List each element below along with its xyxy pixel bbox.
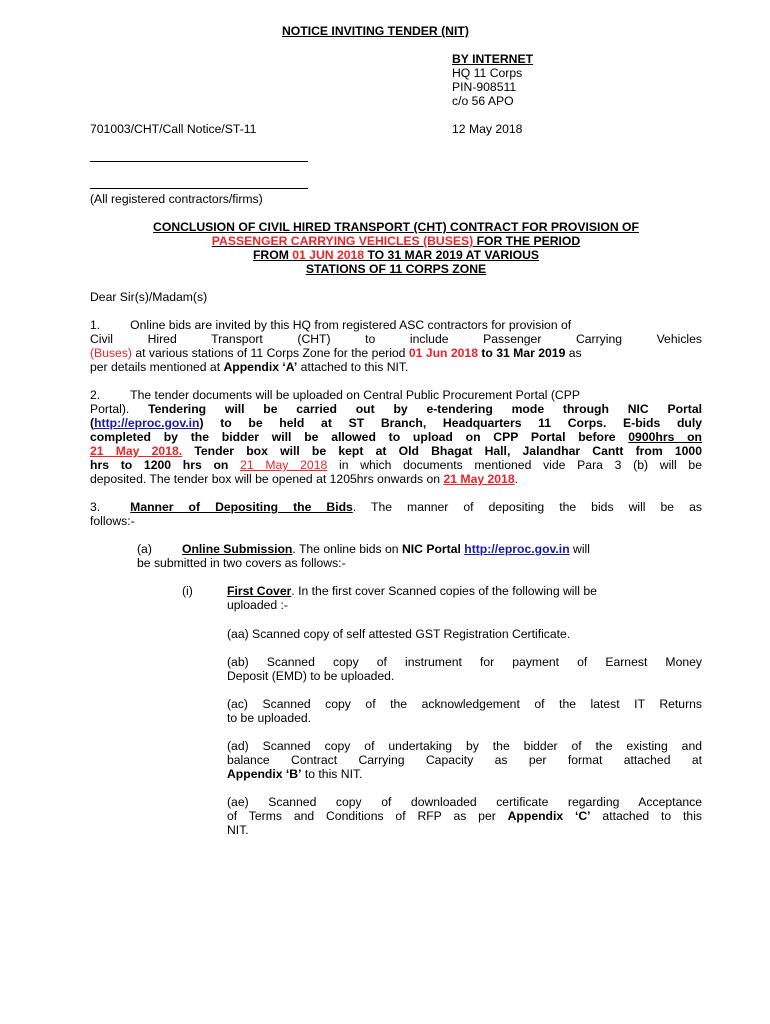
para2-l3-a: ( <box>90 416 95 430</box>
sub-item-ab-l2: Deposit (EMD) to be uploaded. <box>227 669 395 683</box>
subject-red-1: PASSENGER CARRYING VEHICLES (BUSES) <box>211 234 474 248</box>
para1-line-4 <box>90 360 702 374</box>
para3-heading: Manner of Depositing the Bids <box>130 500 353 514</box>
subject-line-2-rest: FOR THE PERIOD <box>473 234 581 248</box>
sub-item-ad <box>227 739 702 781</box>
sub-item-ad-l3 <box>227 767 702 781</box>
sub-item-ac <box>227 697 702 725</box>
eproc-link-2[interactable]: http://eproc.gov.in <box>464 542 570 556</box>
item-i <box>227 584 702 612</box>
addressee: (All registered contractors/firms) <box>90 192 263 206</box>
sub-item-ae <box>227 795 702 837</box>
para2-line-1 <box>90 388 702 402</box>
item-a-l1-a: . The online bids on <box>292 542 402 556</box>
pin-code: PIN-908511 <box>452 80 517 94</box>
item-i-label: (i) <box>182 584 193 598</box>
sub-item-ae-l1: (ae) Scanned copy of downloaded certificate regarding Acceptance <box>227 795 702 809</box>
subject-line-3 <box>90 248 702 262</box>
para1-appendix-a: Appendix ‘A’ <box>223 360 298 374</box>
para1-line-1 <box>90 318 702 332</box>
reference-number: 701003/CHT/Call Notice/ST-11 <box>90 122 257 136</box>
paragraph-2 <box>90 388 702 486</box>
para3-l1-rest: . The manner of depositing the bids will be as <box>352 500 702 514</box>
subject-red-2: 01 JUN 2018 <box>292 248 365 262</box>
item-i-line-1 <box>227 584 702 598</box>
paragraph-1 <box>90 318 702 374</box>
para1-l3-c: as <box>565 346 582 360</box>
para2-deadline-time: 0900hrs on <box>628 430 703 444</box>
para2-line-3 <box>90 416 702 430</box>
sub-item-ac-l1: (ac) Scanned copy of the acknowledgement of the latest IT Returns <box>227 697 702 711</box>
subject-line-1: CONCLUSION OF CIVIL HIRED TRANSPORT (CHT) CONTRACT FOR PROVISION OF <box>153 220 639 234</box>
para1-number: 1. <box>90 318 101 332</box>
para1-red-buses: (Buses) <box>90 346 132 360</box>
paragraph-3 <box>90 500 702 528</box>
blank-line-1 <box>90 161 308 162</box>
para1-line-3 <box>90 346 702 360</box>
para2-l7-b: . <box>514 472 519 486</box>
appendix-c: Appendix ‘C’ <box>507 809 591 823</box>
eproc-link[interactable]: http://eproc.gov.in <box>94 416 200 430</box>
by-internet: BY INTERNET <box>452 52 534 66</box>
para1-line-2: Civil Hired Transport (CHT) to include Passenger Carrying Vehicles <box>90 332 702 346</box>
para1-red-date: 01 Jun 2018 <box>408 346 478 360</box>
subject-line-3-b: TO 31 MAR 2019 AT VARIOUS <box>364 248 540 262</box>
sub-item-ad-l1: (ad) Scanned copy of undertaking by the bidder of the existing and <box>227 739 702 753</box>
para2-red-date-3: 21 May 2018 <box>443 472 515 486</box>
para1-l3-a: at various stations of 11 Corps Zone for the period <box>132 346 409 360</box>
para1-l1: Online bids are invited by this HQ from registered ASC contractors for provision of <box>130 318 572 332</box>
nic-portal: NIC Portal <box>401 542 461 556</box>
item-i-line-2: uploaded :- <box>227 598 288 612</box>
sub-item-aa-text: (aa) Scanned copy of self attested GST Registration Certificate. <box>227 627 571 641</box>
subject-block <box>90 220 702 276</box>
para2-red-date-1: 21 May 2018. <box>90 444 183 458</box>
blank-line-2 <box>90 188 308 189</box>
para2-l6-b: in which documents mentioned vide Para 3 (b) will be <box>327 458 702 472</box>
item-a-line-2: be submitted in two covers as follows:- <box>137 556 346 570</box>
para2-line-4 <box>90 430 702 444</box>
subject-line-3-a: FROM <box>252 248 293 262</box>
item-a <box>182 542 702 556</box>
para1-l3-b: to 31 Mar 2019 <box>477 346 566 360</box>
sub-item-ae-l2-c: attached to this <box>590 809 703 823</box>
sub-item-ab-l1: (ab) Scanned copy of instrument for payment of Earnest Money <box>227 655 702 669</box>
para2-l3-b: ) to be held at ST Branch, Headquarters 11 Corps. E-bids duly <box>199 416 702 430</box>
para2-line-6 <box>90 458 702 472</box>
hq-name: HQ 11 Corps <box>452 66 523 80</box>
para2-line-5 <box>90 444 702 458</box>
sub-item-ab <box>227 655 702 683</box>
online-submission-heading: Online Submission <box>182 542 293 556</box>
para1-l4-a: per details mentioned at <box>90 360 224 374</box>
para2-l2-b: Tendering will be carried out by e-tendering mode through NIC Portal <box>148 402 703 416</box>
para2-line-7 <box>90 472 702 486</box>
sub-item-ae-l3: NIT. <box>227 823 249 837</box>
subject-line-4: STATIONS OF 11 CORPS ZONE <box>305 262 487 276</box>
document-date: 12 May 2018 <box>452 122 523 136</box>
item-a-l1-c: will <box>569 542 590 556</box>
para2-l2-a: Portal). <box>90 402 149 416</box>
para2-number: 2. <box>90 388 101 402</box>
para2-l1: The tender documents will be uploaded on Central Public Procurement Portal (CPP <box>130 388 580 402</box>
item-a-line-1 <box>182 542 702 556</box>
para2-l5-b: Tender box will be kept at Old Bhagat Hall, Jalandhar Cantt from 1000 <box>182 444 702 458</box>
document-title: NOTICE INVITING TENDER (NIT) <box>282 24 469 38</box>
subject-line-2 <box>90 234 702 248</box>
salutation: Dear Sir(s)/Madam(s) <box>90 290 208 304</box>
item-i-l1-rest: . In the first cover Scanned copies of the following will be <box>291 584 597 598</box>
para1-l4-c: attached to this NIT. <box>297 360 409 374</box>
sub-item-ac-l2: to be uploaded. <box>227 711 312 725</box>
sub-item-ae-l2-a: of Terms and Conditions of RFP as per <box>227 809 508 823</box>
para3-line-1 <box>90 500 702 514</box>
para2-line-2 <box>90 402 702 416</box>
sub-item-aa <box>227 627 702 641</box>
appendix-b: Appendix ‘B’ <box>227 767 302 781</box>
item-a-label: (a) <box>137 542 152 556</box>
apo: c/o 56 APO <box>452 94 514 108</box>
para3-line-2: follows:- <box>90 514 135 528</box>
sub-item-ad-l2: balance Contract Carrying Capacity as per format attached at <box>227 753 702 767</box>
para3-number: 3. <box>90 500 101 514</box>
para2-red-date-2: 21 May 2018 <box>240 458 328 472</box>
sub-item-ae-l2 <box>227 809 702 823</box>
sub-item-ad-l3-rest: to this NIT. <box>301 767 363 781</box>
first-cover-heading: First Cover <box>227 584 292 598</box>
para2-l6-a: hrs to 1200 hrs on <box>90 458 241 472</box>
para2-l7-a: deposited. The tender box will be opened at 1205hrs onwards on <box>90 472 444 486</box>
para2-l4-a: completed by the bidder will be allowed to upload on CPP Portal before <box>90 430 629 444</box>
